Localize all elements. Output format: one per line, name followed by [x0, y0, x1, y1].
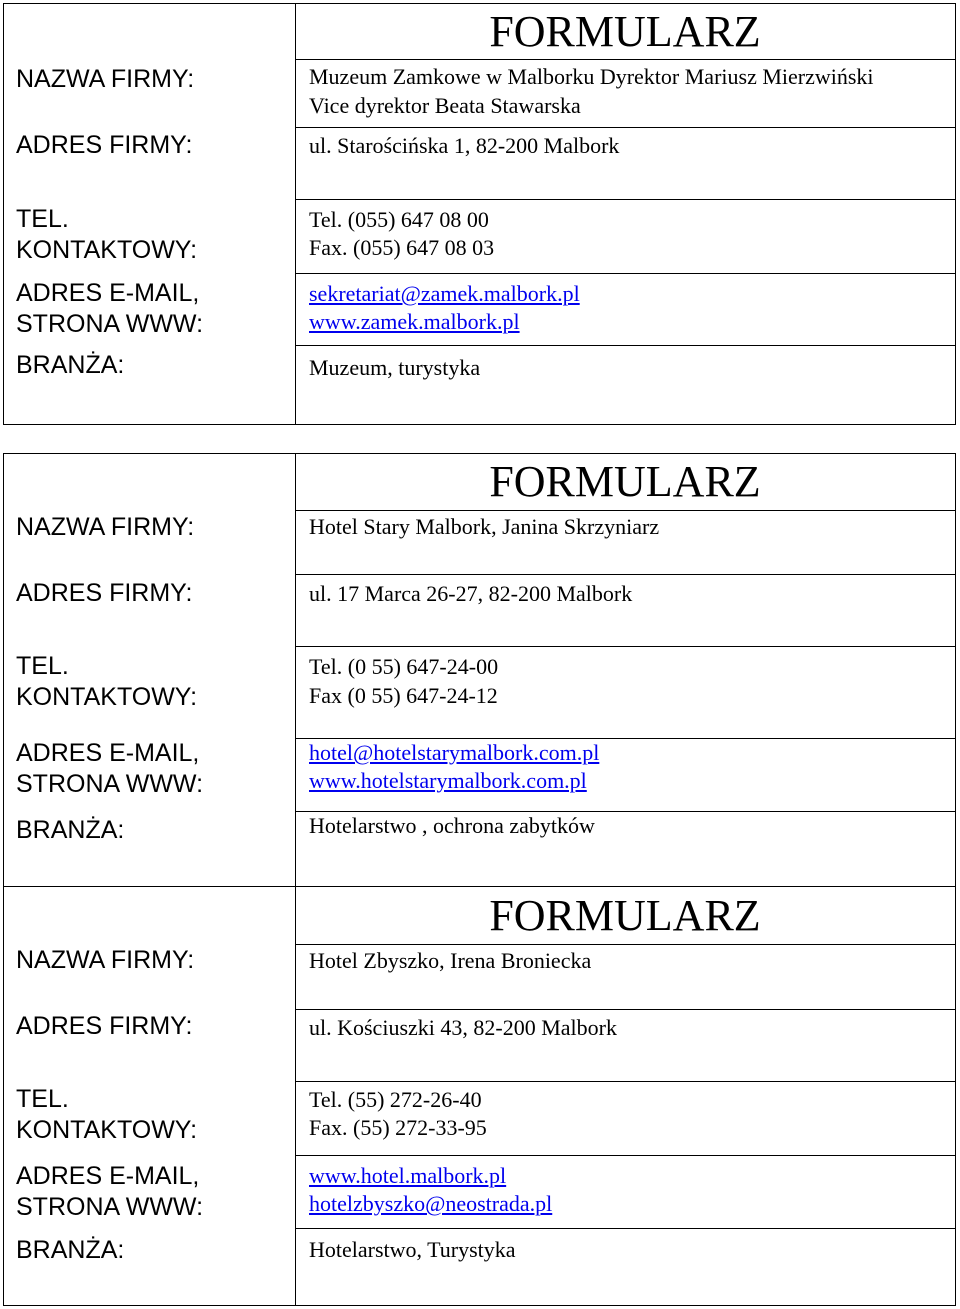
label-phone-2: KONTAKTOWY: [16, 1116, 198, 1144]
industry-value: Muzeum, turystyka [309, 355, 481, 380]
email-link[interactable]: hotelzbyszko@neostrada.pl [309, 1191, 553, 1216]
web-row [295, 273, 955, 346]
website-link[interactable]: www.hotelstarymalbork.com.pl [309, 768, 587, 793]
labels-column [4, 454, 296, 886]
phone-line: Tel. (55) 272-26-40 [309, 1087, 482, 1112]
company-name-line-1: Hotel Zbyszko, Irena Broniecka [309, 948, 592, 973]
form-card-2 [3, 453, 956, 887]
form-title: FORMULARZ [489, 6, 761, 56]
email-link[interactable]: hotel@hotelstarymalbork.com.pl [309, 740, 600, 765]
form-title: FORMULARZ [489, 457, 761, 506]
label-industry: BRANŻA: [16, 1236, 125, 1264]
labels-column [4, 887, 296, 1305]
label-company-name: NAZWA FIRMY: [16, 946, 195, 974]
label-industry: BRANŻA: [16, 816, 125, 844]
fax-line: Fax. (055) 647 08 03 [309, 235, 495, 260]
industry-row [295, 1228, 955, 1305]
label-email-1: ADRES E-MAIL, [16, 279, 200, 307]
company-address-row [295, 1009, 955, 1082]
label-email-1: ADRES E-MAIL, [16, 1162, 200, 1190]
label-email-1: ADRES E-MAIL, [16, 739, 200, 767]
company-name-row [295, 510, 955, 575]
company-address-row [295, 127, 955, 200]
industry-value: Hotelarstwo , ochrona zabytków [309, 813, 595, 838]
website-link[interactable]: www.zamek.malbork.pl [309, 309, 520, 334]
web-row [295, 1155, 955, 1229]
web-row [295, 738, 955, 812]
labels-column [4, 4, 296, 424]
fax-line: Fax. (55) 272-33-95 [309, 1115, 487, 1140]
label-company-name: NAZWA FIRMY: [16, 65, 195, 93]
label-company-name: NAZWA FIRMY: [16, 513, 195, 541]
company-address: ul. 17 Marca 26-27, 82-200 Malbork [309, 581, 633, 606]
label-email-2: STRONA WWW: [16, 770, 204, 798]
form-card-1 [3, 3, 956, 425]
form-title-row [295, 4, 955, 60]
phone-row [295, 1081, 955, 1156]
label-company-address: ADRES FIRMY: [16, 579, 193, 607]
form-title-row [295, 887, 955, 945]
industry-value: Hotelarstwo, Turystyka [309, 1237, 516, 1262]
form-card-3 [3, 886, 956, 1306]
form-title: FORMULARZ [489, 890, 761, 940]
label-company-address: ADRES FIRMY: [16, 131, 193, 159]
email-link[interactable]: sekretariat@zamek.malbork.pl [309, 281, 580, 306]
industry-row [295, 811, 955, 886]
phone-row [295, 199, 955, 274]
label-company-address: ADRES FIRMY: [16, 1012, 193, 1040]
phone-line: Tel. (055) 647 08 00 [309, 207, 489, 232]
fax-line: Fax (0 55) 647-24-12 [309, 683, 498, 708]
label-email-2: STRONA WWW: [16, 310, 204, 338]
label-phone-2: KONTAKTOWY: [16, 683, 198, 711]
company-name-row [295, 944, 955, 1010]
label-email-2: STRONA WWW: [16, 1193, 204, 1221]
industry-row [295, 345, 955, 424]
phone-row [295, 646, 955, 739]
phone-line: Tel. (0 55) 647-24-00 [309, 654, 499, 679]
company-name-line-2: Vice dyrektor Beata Stawarska [309, 93, 581, 118]
label-phone-1: TEL. [16, 1085, 69, 1113]
label-industry: BRANŻA: [16, 351, 125, 379]
company-name-row [295, 59, 955, 128]
label-phone-1: TEL. [16, 205, 69, 233]
website-link[interactable]: www.hotel.malbork.pl [309, 1163, 507, 1188]
label-phone-2: KONTAKTOWY: [16, 236, 198, 264]
form-title-row [295, 454, 955, 511]
label-phone-1: TEL. [16, 652, 69, 680]
company-address-row [295, 574, 955, 647]
company-name-line-1: Hotel Stary Malbork, Janina Skrzyniarz [309, 514, 660, 539]
company-name-line-1: Muzeum Zamkowe w Malborku Dyrektor Mariusz Mierzwiński [309, 64, 874, 89]
company-address: ul. Starościńska 1, 82-200 Malbork [309, 133, 620, 158]
company-address: ul. Kościuszki 43, 82-200 Malbork [309, 1015, 617, 1040]
